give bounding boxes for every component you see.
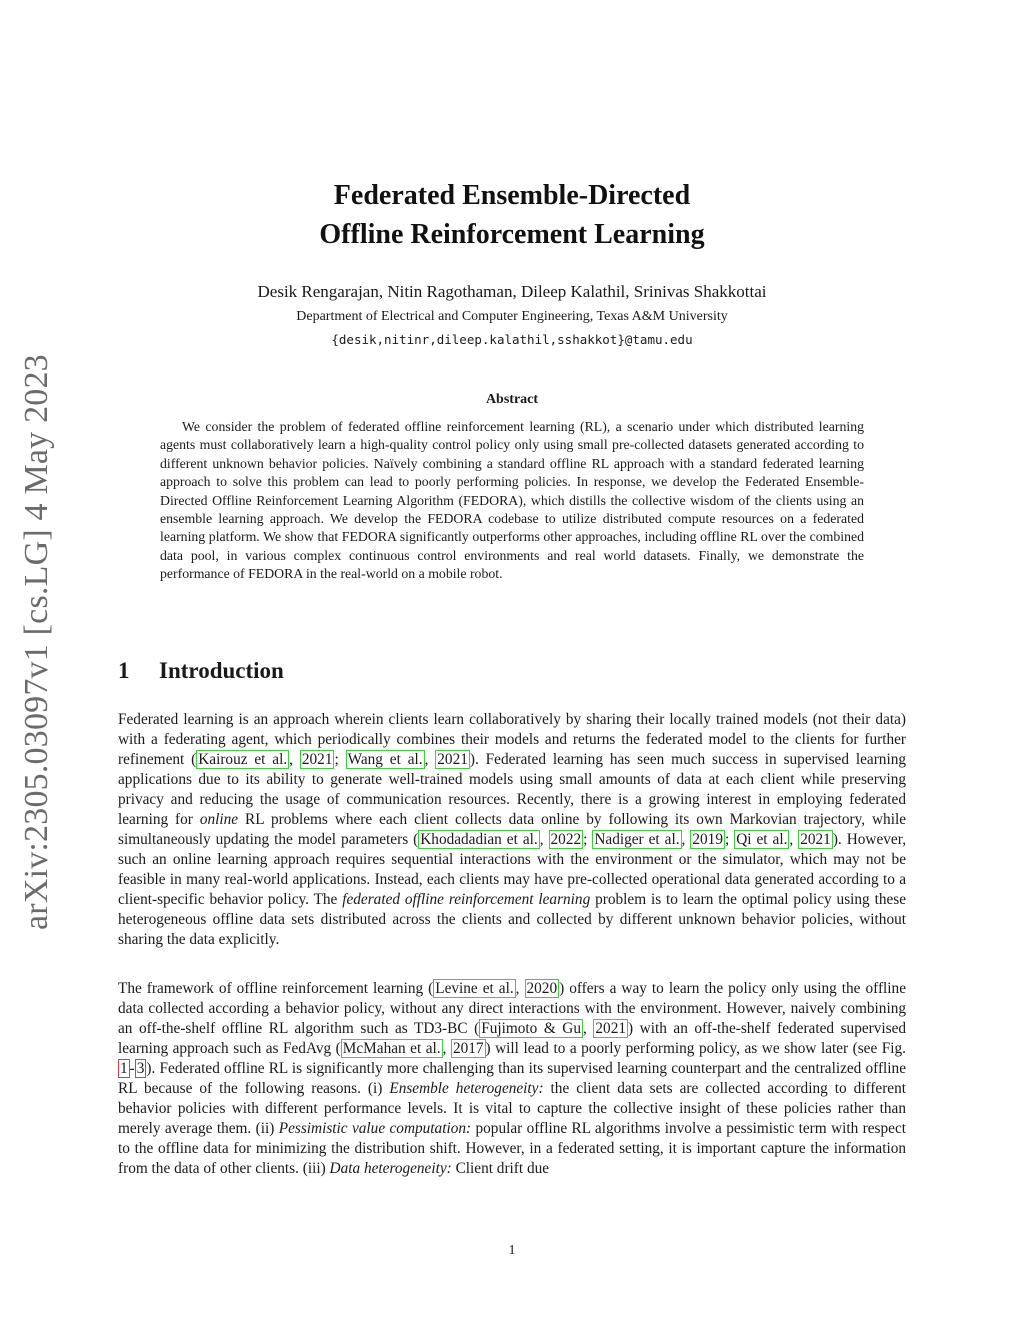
text-run: ; (583, 831, 593, 848)
paper-title (180, 176, 844, 254)
section-number: 1 (118, 658, 130, 683)
text-run: The framework of offline reinforcement learning ( (118, 980, 434, 997)
figure-link[interactable] (135, 1059, 147, 1078)
citation-year: 2021 (595, 1020, 626, 1037)
arxiv-identifier[interactable]: arXiv:2305.03097v1 [cs.LG] 4 May 2023 (18, 354, 55, 930)
citation-link[interactable] (690, 830, 725, 849)
affiliation: Department of Electrical and Computer Engineering, Texas A&M University (296, 309, 728, 324)
text-run: RL problems where each client collects data online by following its own Markovian trajectory, while simultaneously updating the model parameters ( (118, 811, 906, 848)
citation-authors: Levine et al. (435, 980, 514, 997)
citation-link[interactable] (734, 830, 789, 849)
citation-link[interactable] (341, 1039, 443, 1058)
citation-link[interactable] (451, 1039, 486, 1058)
citation-year: 2021 (800, 831, 831, 848)
citation-link[interactable] (479, 1019, 583, 1038)
citation-authors: McMahan et al. (342, 1040, 441, 1057)
citation-year: 2020 (526, 980, 558, 997)
citation-authors: Qi et al. (736, 831, 788, 848)
citation-link[interactable] (196, 750, 289, 769)
emphasis-text: Ensemble heterogeneity: (389, 1080, 544, 1097)
citation-year: 2021 (437, 751, 468, 768)
text-run: problem is to learn the optimal policy using these heterogeneous offline data sets distributed across the clients and collected by different unknown behavior policies, without sharing the data explicitly. (118, 891, 906, 948)
text-run: ; (724, 831, 735, 848)
emphasis-text: Data heterogeneity: (329, 1160, 452, 1177)
section-title: Introduction (159, 658, 284, 683)
citation-authors: Wang et al. (347, 751, 423, 768)
text-run: - (129, 1060, 135, 1077)
text-run: popular offline RL algorithms involve a pessimistic term with respect to the offline data for minimizing the distribution shift. However, in a federated setting, it is important capture the information from the data of other clients. (iii) (118, 1120, 906, 1177)
citation-authors: Nadiger et al. (594, 831, 680, 848)
author-list: Desik Rengarajan, Nitin Ragothaman, Dileep Kalathil, Srinivas Shakkottai (257, 282, 767, 301)
text-run: Federated learning is an approach wherein clients learn collaboratively by sharing their locally trained models (not their data) with a federating agent, which periodically combines their models and returns the federated model to the clients for further refinement ( (118, 711, 906, 768)
citation-authors: Khodadadian et al. (420, 831, 538, 848)
title-line-1: Federated Ensemble-Directed (333, 180, 691, 211)
figure-number: 3 (136, 1060, 145, 1077)
citation-link[interactable] (549, 830, 584, 849)
citation-authors: Fujimoto & Gu (481, 1020, 582, 1037)
citation-year: 2019 (692, 831, 723, 848)
citation-link[interactable] (300, 750, 335, 769)
page-number: 1 (508, 1243, 516, 1258)
text-run: the client data sets are collected according to different behavior policies with different performance levels. It is vital to capture the collective insight of these policies rather than merely average them. (ii) (118, 1080, 906, 1137)
figure-number: 1 (120, 1060, 128, 1077)
citation-authors: Kairouz et al. (198, 751, 288, 768)
emphasis-text: online (199, 811, 239, 828)
figure-link[interactable] (118, 1059, 130, 1078)
citation-link[interactable] (592, 830, 681, 849)
citation-link[interactable] (593, 1019, 628, 1038)
text-run: ). However, such an online learning approach requires sequential interactions with the environment or the simulator, which may not be feasible in many real-world applications. Instead, each clients may have pre-collected operational data generated according to a client-specific behavior policy. The (118, 831, 907, 908)
text-run: ). Federated offline RL is significantly more challenging than its supervised learning counterpart and the centralized offline RL because of the following reasons. (i) (118, 1060, 906, 1097)
intro-paragraph-1: Federated learning is an approach wherein clients learn collaboratively by sharing their locally trained models (not their data) with a federating agent, which periodically combines their models and returns the federated model to the clients for further refinement ( Kairouz et al. , 2021 ; Wang et al. , 2021 ). Federated learning has seen much success in supervised learning applications due to its ability to generate well-trained models using small amounts of data at each client while preserving privacy and reducing the usage of communication resources. Recently, there is a growing interest in employing federated learning for online RL problems where each client collects data online by following its own Markovian trajectory, while simultaneously updating the model parameters ( Khodadadian et al. , 2022 ; Nadiger et al. , 2019 ; Qi et al. , 2021 ). However, such an online learning approach requires sequential interactions with the environment or the simulator, which may not be feasible in many real-world applications. Instead, each clients may have pre-collected operational data generated according to a client-specific behavior policy. The federated offline reinforcement learning problem is to learn the optimal policy using these heterogeneous offline data sets distributed across the clients and collected by different unknown behavior policies, without sharing the data explicitly. (118, 711, 907, 948)
author-emails: {desik,nitinr,dileep.kalathil,sshakkot}@tamu.edu (331, 332, 693, 347)
text-run: ; (334, 751, 346, 768)
abstract-text: We consider the problem of federated offline reinforcement learning (RL), a scenario under which distributed learning agents must collaboratively learn a high-quality control policy only using small pre-collected datasets generated according to different unknown behavior policies. Naïvely combining a standard offline RL approach with a standard federated learning approach to solve this problem can lead to poorly performing policies. In response, we develop the Federated Ensemble-Directed Offline Reinforcement Learning Algorithm (FEDORA), which distills the collective wisdom of the clients using an ensemble learning approach. We develop the FEDORA codebase to utilize distributed compute resources on a federated learning platform. We show that FEDORA significantly outperforms other approaches, including offline RL over the combined data pool, in various complex continuous control environments and real world datasets. Finally, we demonstrate the performance of FEDORA in the real-world on a mobile robot. (160, 419, 864, 582)
intro-paragraph-2: The framework of offline reinforcement learning ( Levine et al. , 2020 ) offers a way to learn the policy only using the offline data collected according a behavior policy, without any direct interactions with the environment. However, naively combining an off-the-shelf offline RL algorithm such as TD3-BC ( Fujimoto & Gu , 2021 ) with an off-the-shelf federated supervised learning approach such as FedAvg ( McMahan et al. , 2017 ) will lead to a poorly performing policy, as we show later (see Fig. 1 - 3 ). Federated offline RL is significantly more challenging than its supervised learning counterpart and the centralized offline RL because of the following reasons. (i) Ensemble heterogeneity: the client data sets are collected according to different behavior policies with different performance levels. It is vital to capture the collective insight of these policies rather than merely average them. (ii) Pessimistic value computation: popular offline RL algorithms involve a pessimistic term with respect to the offline data for minimizing the distribution shift. However, in a federated setting, it is important capture the information from the data of other clients. (iii) Data heterogeneity: Client drift due (118, 980, 907, 1177)
title-line-2: Offline Reinforcement Learning (319, 219, 705, 250)
text-run: ) will lead to a poorly performing policy, as we show later (see Fig. (485, 1040, 906, 1057)
emphasis-text: federated offline reinforcement learning (342, 891, 591, 908)
citation-year: 2021 (301, 751, 333, 768)
text-run: ) with an off-the-shelf federated supervised learning approach such as FedAvg ( (118, 1020, 907, 1057)
citation-link[interactable] (525, 979, 560, 998)
citation-year: 2022 (550, 831, 582, 848)
emphasis-text: Pessimistic value computation: (278, 1120, 472, 1137)
section-heading (118, 658, 284, 684)
citation-link[interactable] (433, 979, 515, 998)
text-run: Client drift due (451, 1160, 550, 1177)
text-run: ) offers a way to learn the policy only using the offline data collected according a behavior policy, without any direct interactions with the environment. However, naively combining an off-the-shelf offline RL algorithm such as TD3-BC ( (118, 980, 906, 1037)
citation-link[interactable] (418, 830, 539, 849)
citation-year: 2017 (452, 1040, 484, 1057)
citation-link[interactable] (346, 750, 425, 769)
citation-link[interactable] (435, 750, 470, 769)
citation-link[interactable] (798, 830, 833, 849)
abstract-heading: Abstract (485, 392, 539, 407)
text-run: ). Federated learning has seen much success in supervised learning applications due to its ability to generate well-trained models using small amounts of data at each client while preserving privacy and reducing the usage of communication resources. Recently, there is a growing interest in employing federated learning for (118, 751, 906, 828)
